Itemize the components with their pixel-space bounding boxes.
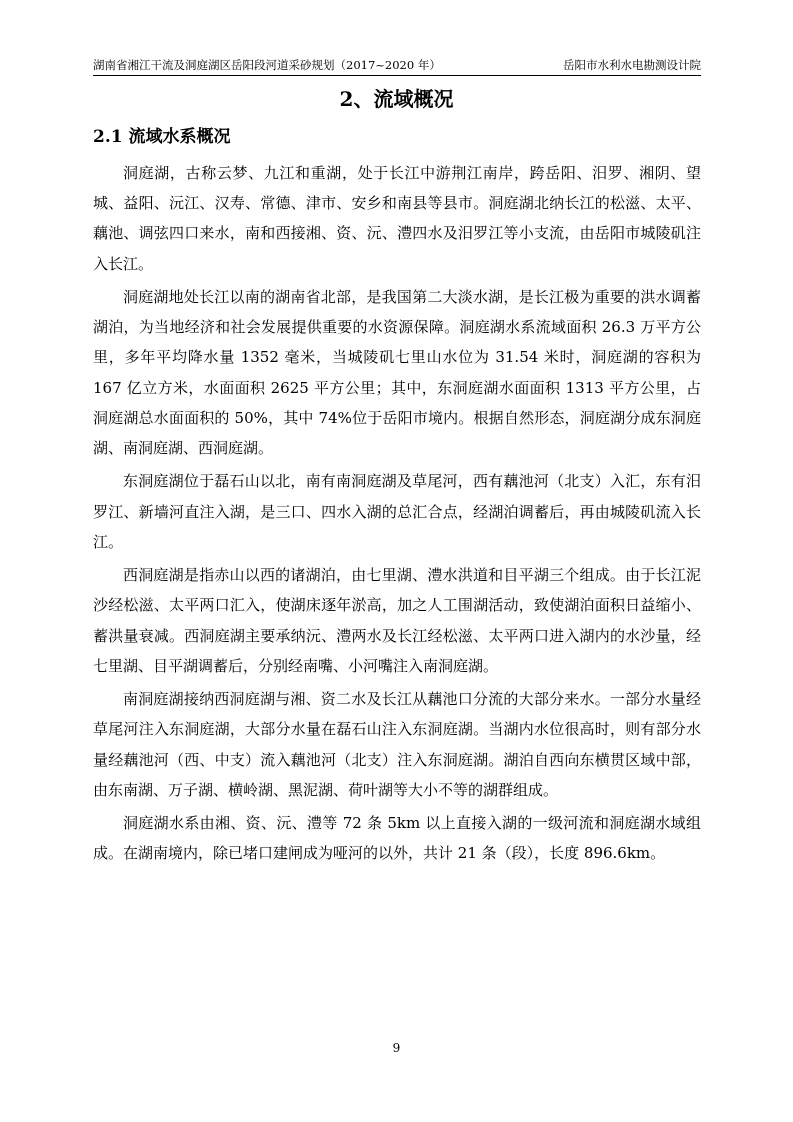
paragraph: 东洞庭湖位于磊石山以北，南有南洞庭湖及草尾河，西有藕池河（北支）入汇，东有汨罗江、新墙河直注入湖，是三口、四水入湖的总汇合点，经湖泊调蓄后，再由城陵矶流入长江。 <box>93 472 701 551</box>
chapter-title: 2、流域概况 <box>339 87 454 111</box>
header-organization: 岳阳市水利水电勘测设计院 <box>563 58 701 72</box>
paragraph: 洞庭湖地处长江以南的湖南省北部，是我国第二大淡水湖，是长江极为重要的洪水调蓄湖泊，为当地经济和社会发展提供重要的水资源保障。洞庭湖水系流域面积 26.3 万平方公里，多年平均降水量 1352 毫米，当城陵矶七里山水位为 31.54 米时，洞庭湖的容积为 167 亿立方米，水面面积 2625 平方公里；其中，东洞庭湖水面面积 1313 平方公里，占洞庭湖总水面面积的 50%，其中 74%位于岳阳市境内。根据自然形态，洞庭湖分成东洞庭湖、南洞庭湖、西洞庭湖。 <box>93 288 701 458</box>
paragraph: 洞庭湖水系由湘、资、沅、澧等 72 条 5km 以上直接入湖的一级河流和洞庭湖水域组成。在湖南境内，除已堵口建闸成为哑河的以外，共计 21 条（段），长度 896.6km。 <box>93 814 701 863</box>
body-text <box>93 158 701 872</box>
header-document-title: 湖南省湘江干流及洞庭湖区岳阳段河道采砂规划（2017~2020 年） <box>93 58 441 72</box>
paragraph: 洞庭湖，古称云梦、九江和重湖，处于长江中游荆江南岸，跨岳阳、汨罗、湘阴、望城、益阳、沅江、汉寿、常德、津市、安乡和南县等县市。洞庭湖北纳长江的松滋、太平、藕池、调弦四口来水，南和西接湘、资、沅、澧四水及汨罗江等小支流，由岳阳市城陵矶注入长江。 <box>93 164 701 273</box>
running-header <box>93 55 701 76</box>
paragraph: 南洞庭湖接纳西洞庭湖与湘、资二水及长江从藕池口分流的大部分来水。一部分水量经草尾河注入东洞庭湖，大部分水量在磊石山注入东洞庭湖。当湖内水位很高时，则有部分水量经藕池河（西、中支）流入藕池河（北支）注入东洞庭湖。湖泊自西向东横贯区域中部，由东南湖、万子湖、横岭湖、黑泥湖、荷叶湖等大小不等的湖群组成。 <box>93 690 701 799</box>
page-number: 9 <box>392 1041 401 1055</box>
paragraph: 西洞庭湖是指赤山以西的诸湖泊，由七里湖、澧水洪道和目平湖三个组成。由于长江泥沙经松滋、太平两口汇入，使湖床逐年淤高，加之人工围湖活动，致使湖泊面积日益缩小、蓄洪量衰减。西洞庭湖主要承纳沅、澧两水及长江经松滋、太平两口进入湖内的水沙量，经七里湖、目平湖调蓄后，分别经南嘴、小河嘴注入南洞庭湖。 <box>93 566 701 675</box>
section-title: 2.1 流域水系概况 <box>93 127 231 147</box>
